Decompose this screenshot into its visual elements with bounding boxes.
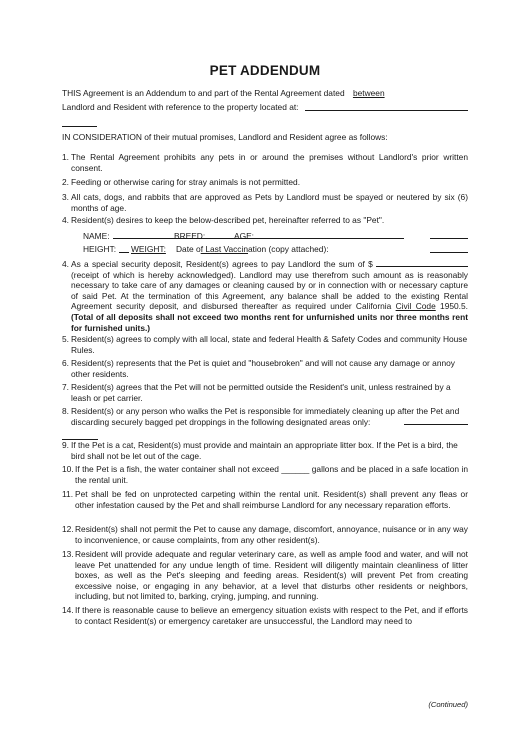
clause-7-text: Resident(s) agrees that the Pet will not be permitted outside the Resident's unit, unless restrained by a leash or pet carrier. — [71, 382, 451, 403]
continued-note: (Continued) — [428, 700, 468, 709]
clause-6 — [62, 358, 468, 379]
fish-gallons-blank[interactable]: ______ — [281, 464, 310, 474]
civil-code-link: Civil Code — [395, 301, 436, 312]
clause-10 — [62, 464, 468, 485]
fish-text-2: gallons and be placed in a safe location in the rental unit. — [75, 464, 468, 485]
clause-11-text — [75, 489, 468, 510]
vaccination-date-label — [176, 244, 329, 255]
clause-3-num: 3. — [62, 192, 69, 202]
clause-4-deposit-num: 4. — [62, 259, 69, 269]
clause-6-num: 6. — [62, 358, 69, 368]
clause-1 — [62, 152, 468, 173]
clause-5-num: 5. — [62, 334, 69, 344]
pet-age-label: AGE: — [234, 231, 255, 241]
clause-12-num: 12. — [62, 524, 74, 534]
pet-extra-blank-2[interactable] — [430, 252, 468, 253]
fish-text-1: If the Pet is a fish, the water container shall not exceed — [75, 464, 279, 474]
clause-12 — [62, 524, 468, 545]
pet-extra-blank-1[interactable] — [430, 238, 468, 239]
clause-7-num: 7. — [62, 382, 69, 392]
intro-line-2: Landlord and Resident with reference to the property located at: — [62, 102, 299, 112]
clause-13-text: Resident will provide adequate and regular veterinary care, as well as ample food and water, and will not leave Pet unattended for any undue length of time. Resident will diligently maintain cleanliness of litter boxes, as well as the Pet's sleeping and feeding areas. Resident(s) will prevent Pet from creating excessive noise, or engaging in any behavior, at a level that disturbs other residents or neighbors, including, but not limited to, barking, crying, jumping, and running. — [75, 549, 468, 602]
clause-3 — [62, 192, 468, 213]
clause-7 — [62, 382, 468, 403]
deposit-text-1: As a special security deposit, Resident(s) agrees to pay Landlord the sum of $ — [71, 259, 373, 269]
pet-breed-label: BREED: — [174, 231, 206, 241]
clause-9-num: 9. — [62, 440, 69, 450]
clause-10-num: 10. — [62, 464, 74, 474]
clause-3-text: All cats, dogs, and rabbits that are approved as Pets by Landlord must be spayed or neutered by six (6) months of age. — [71, 192, 468, 213]
clause-14 — [62, 605, 468, 626]
clause-12-text: Resident(s) shall not permit the Pet to cause any damage, discomfort, annoyance, nuisance or in any way to inconvenience, or cause complaints, from any other resident(s). — [75, 524, 468, 545]
deposit-text-2: (receipt of which is hereby acknowledged). Landlord may use therefrom such amount as is reasonably necessary to take care of any damages or cleaning caused by or in connection with or necessary capture of said Pet. At the termination of this Agreement, any balance shall be added to the existing Rental Agreement security deposit, and disbursed thereafter as required under California — [71, 269, 468, 312]
clause-2-text: Feeding or otherwise caring for stray animals is not permitted. — [71, 177, 301, 187]
clause-13-num: 13. — [62, 549, 74, 559]
clause-1-text: The Rental Agreement prohibits any pets in or around the premises without Landlord's prior written consent. — [71, 152, 468, 173]
clause-4-num: 4. — [62, 215, 69, 225]
clause-13 — [62, 549, 468, 602]
pet-height-blank[interactable] — [119, 252, 129, 253]
clause-14-num: 14. — [62, 605, 74, 615]
consideration-line: IN CONSIDERATION of their mutual promises, Landlord and Resident agree as follows: — [62, 132, 388, 142]
clause-9 — [62, 440, 468, 461]
deposit-amount-blank[interactable] — [376, 259, 468, 267]
deposit-text-3: 1950.5. — [440, 301, 468, 312]
clause-5 — [62, 334, 468, 355]
pet-height-label: HEIGHT: — [83, 244, 117, 254]
vaccination-prefix: Date o — [176, 244, 201, 254]
clause-8-num: 8. — [62, 406, 69, 416]
designated-areas-blank[interactable] — [404, 424, 468, 425]
clause-11-num: 11. — [62, 489, 74, 499]
pet-name-label: NAME: — [83, 231, 110, 241]
clause-11 — [62, 489, 468, 510]
clause-9-text: If the Pet is a cat, Resident(s) must provide and maintain an appropriate litter box. If the Pet is a bird, the bird shall not be let out of the cage. — [71, 440, 458, 461]
clause-4-deposit — [62, 259, 468, 333]
clause-14-text: If there is reasonable cause to believe an emergency situation exists with respect to the Pet, and if efforts to contact Resident(s) or emergency caretaker are unsuccessful, the Landlord may need to — [75, 605, 468, 626]
clause-4 — [62, 215, 468, 226]
property-address-blank[interactable] — [305, 110, 468, 111]
clause-8-text: Resident(s) or any person who walks the Pet is responsible for immediately cleaning up after the Pet and discarding securely bagged pet droppings in the following designated areas only: — [71, 406, 460, 427]
intro-line-1 — [62, 88, 395, 99]
clause-11-body: Pet shall be fed on unprotected carpeting within the rental unit. Resident(s) shall prevent any fleas or other infestation caused by the Pet and shall reimburse Landlord for any necessary reparation efforts. — [75, 489, 468, 510]
vaccination-underlined: f Last Vaccin — [200, 244, 249, 254]
vaccination-suffix: ation (copy attached): — [248, 244, 329, 254]
clause-4-deposit-text — [71, 259, 468, 333]
intro-text-1: THIS Agreement is an Addendum to and part of the Rental Agreement dated — [62, 88, 345, 98]
page-title: PET ADDENDUM — [209, 63, 321, 78]
clause-4-text: Resident(s) desires to keep the below-described pet, hereinafter referred to as "Pet". — [71, 215, 385, 225]
clause-2-num: 2. — [62, 177, 69, 187]
clause-5-text: Resident(s) agrees to comply with all local, state and federal Health & Safety Codes and community House Rules. — [71, 334, 468, 355]
between-word: between — [352, 88, 385, 98]
pet-weight-label: WEIGHT: — [131, 244, 166, 254]
pet-name-breed-age-blank[interactable] — [113, 238, 404, 239]
property-address-continuation-blank[interactable] — [62, 126, 97, 127]
clause-1-num: 1. — [62, 152, 69, 162]
clause-2 — [62, 177, 468, 188]
clause-10-text — [75, 464, 468, 485]
clause-6-text: Resident(s) represents that the Pet is quiet and "housebroken" and will not cause any damage or annoy other residents. — [71, 358, 455, 379]
deposit-limit-note: (Total of all deposits shall not exceed two months rent for unfurnished units nor three months rent for furnished units.) — [71, 311, 468, 333]
